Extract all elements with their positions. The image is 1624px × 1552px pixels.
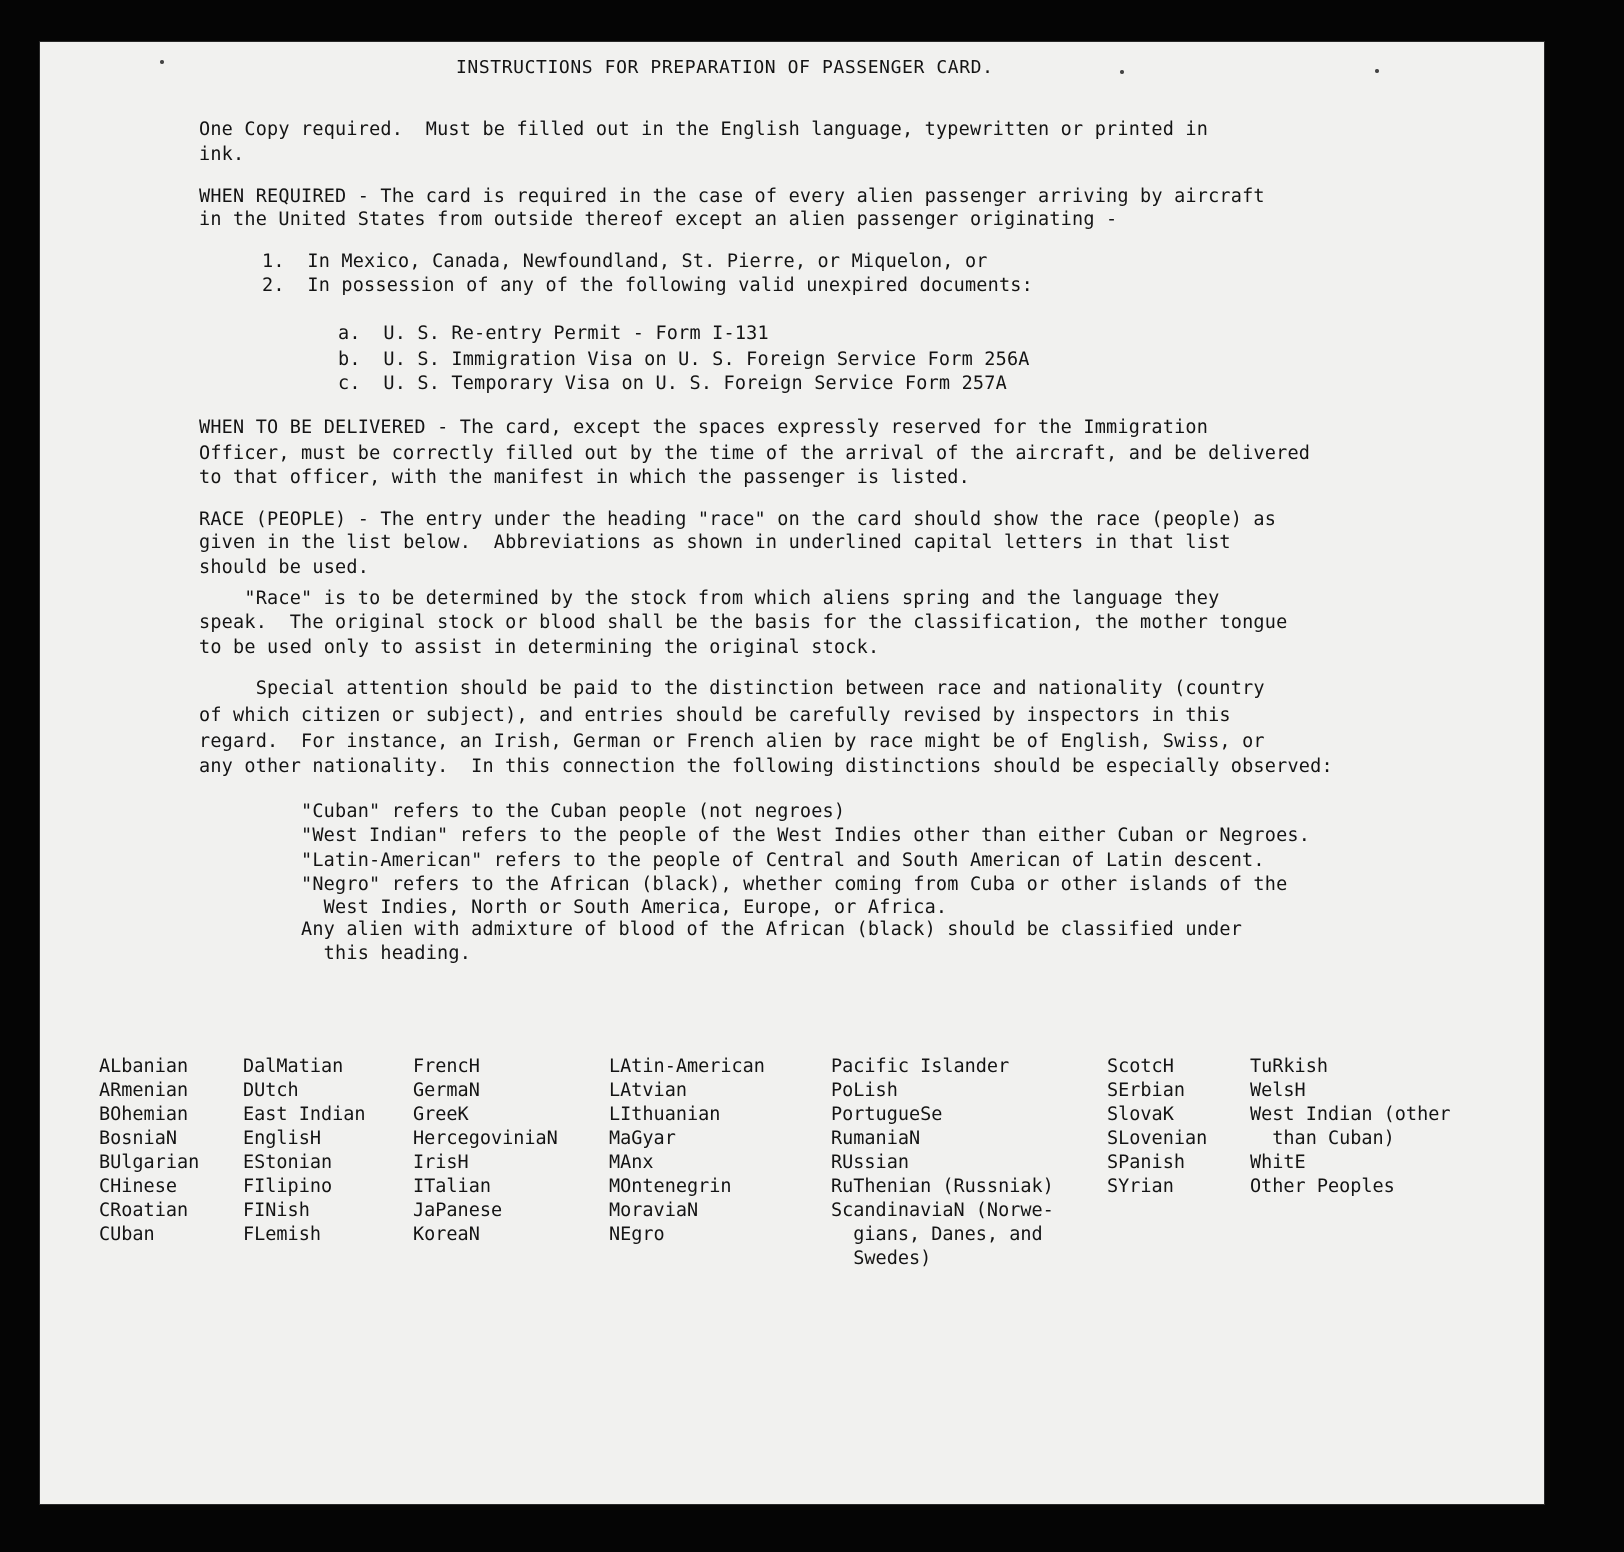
when-required-line: in the United States from outside thereof except an alien passenger originating - <box>199 209 1118 230</box>
race-entry: MaGyar <box>609 1128 676 1149</box>
race-entry: DalMatian <box>243 1056 344 1077</box>
intro-line: One Copy required. Must be filled out in the English language, typewritten or printed in <box>199 119 1209 140</box>
race-entry: GermaN <box>413 1080 480 1101</box>
race-entry: FrencH <box>413 1056 480 1077</box>
race-entry: ALbanian <box>99 1056 189 1077</box>
race-entry: TuRkish <box>1250 1056 1328 1077</box>
scan-speck <box>1375 69 1379 73</box>
race-entry: SPanish <box>1107 1152 1185 1173</box>
race-entry: ITalian <box>413 1176 491 1197</box>
race-entry: PoLish <box>831 1080 898 1101</box>
race-column-6 <box>1107 1055 1207 1199</box>
race-entry: NEgro <box>609 1224 665 1245</box>
race-entry: SYrian <box>1107 1176 1174 1197</box>
race-entry: WhitE <box>1250 1152 1306 1173</box>
when-delivered-line: WHEN TO BE DELIVERED - The card, except the spaces expressly reserved for the Immigration <box>199 417 1209 438</box>
distinction-line: this heading. <box>301 943 472 964</box>
race-people-line: should be used. <box>199 557 370 578</box>
race-entry: FIlipino <box>243 1176 333 1197</box>
when-delivered-line: Officer, must be correctly filled out by the time of the arrival of the aircraft, and be delivered <box>199 443 1311 464</box>
race-column-5 <box>831 1055 1054 1271</box>
when-delivered-line: to that officer, with the manifest in which the passenger is listed. <box>199 467 970 488</box>
race-column-7 <box>1250 1055 1450 1199</box>
race-column-1 <box>99 1055 199 1247</box>
race-entry: ARmenian <box>99 1080 189 1101</box>
race-entry: FINish <box>243 1200 310 1221</box>
race-column-2 <box>243 1055 366 1247</box>
distinction-line: "Cuban" refers to the Cuban people (not negroes) <box>301 801 846 822</box>
race-entry: FLemish <box>243 1224 321 1245</box>
special-attention-line: Special attention should be paid to the distinction between race and nationality (country <box>199 678 1265 699</box>
race-column-3 <box>413 1055 558 1247</box>
race-entry: LIthuanian <box>609 1104 721 1125</box>
race-entry: RuThenian (Russniak) <box>831 1176 1054 1197</box>
special-attention-line: of which citizen or subject), and entries should be carefully revised by inspectors in this <box>199 705 1231 726</box>
race-entry: gians, Danes, and <box>831 1224 1043 1245</box>
race-entry: East Indian <box>243 1104 366 1125</box>
race-entry: GreeK <box>413 1104 469 1125</box>
race-people-line: given in the list below. Abbreviations as shown in underlined capital letters in that list <box>199 532 1231 553</box>
race-entry: SlovaK <box>1107 1104 1174 1125</box>
race-column-4 <box>609 1055 765 1247</box>
distinction-line: "West Indian" refers to the people of the West Indies other than either Cuban or Negroes. <box>301 825 1311 846</box>
special-attention-line: any other nationality. In this connection the following distinctions should be especially observed: <box>199 756 1333 777</box>
race-entry: MoraviaN <box>609 1200 699 1221</box>
document-item: a. U. S. Re-entry Permit - Form I-131 <box>338 323 769 344</box>
race-entry: West Indian (other <box>1250 1104 1451 1125</box>
race-entry: LAtvian <box>609 1080 687 1101</box>
race-entry: WelsH <box>1250 1080 1306 1101</box>
race-entry: ScotcH <box>1107 1056 1174 1077</box>
race-entry: JaPanese <box>413 1200 503 1221</box>
race-entry: Pacific Islander <box>831 1056 1010 1077</box>
race-people-line: RACE (PEOPLE) - The entry under the heading "race" on the card should show the race (people) as <box>199 509 1277 530</box>
race-entry: EnglisH <box>243 1128 321 1149</box>
race-entry: RumaniaN <box>831 1128 921 1149</box>
scan-speck <box>160 60 164 64</box>
when-required-line: WHEN REQUIRED - The card is required in the case of every alien passenger arriving by aircraft <box>199 186 1265 207</box>
scan-speck <box>1120 70 1124 74</box>
race-determined-line: "Race" is to be determined by the stock from which aliens spring and the language they <box>199 588 1220 609</box>
race-entry: SErbian <box>1107 1080 1185 1101</box>
race-entry: CUban <box>99 1224 155 1245</box>
race-entry: ScandinaviaN (Norwe- <box>831 1200 1054 1221</box>
document-item: c. U. S. Temporary Visa on U. S. Foreign Service Form 257A <box>338 373 1007 394</box>
document-title: INSTRUCTIONS FOR PREPARATION OF PASSENGER CARD. <box>456 57 994 78</box>
race-entry: LAtin-American <box>609 1056 765 1077</box>
document-item: b. U. S. Immigration Visa on U. S. Foreign Service Form 256A <box>338 349 1030 370</box>
race-entry: BosniaN <box>99 1128 177 1149</box>
distinction-line: "Negro" refers to the African (black), whether coming from Cuba or other islands of the <box>301 874 1288 895</box>
race-entry: MAnx <box>609 1152 654 1173</box>
race-determined-line: speak. The original stock or blood shall be the basis for the classification, the mother tongue <box>199 612 1288 633</box>
document-page <box>40 42 1544 1504</box>
race-entry: MOntenegrin <box>609 1176 732 1197</box>
race-entry: BUlgarian <box>99 1152 200 1173</box>
race-entry: SLovenian <box>1107 1128 1208 1149</box>
race-entry: KoreaN <box>413 1224 480 1245</box>
race-entry: than Cuban) <box>1250 1128 1395 1149</box>
race-entry: HercegoviniaN <box>413 1128 558 1149</box>
distinction-line: Any alien with admixture of blood of the African (black) should be classified under <box>301 919 1243 940</box>
race-entry: BOhemian <box>99 1104 189 1125</box>
race-entry: Swedes) <box>831 1248 932 1269</box>
race-entry: PortugueSe <box>831 1104 943 1125</box>
race-entry: DUtch <box>243 1080 299 1101</box>
race-entry: IrisH <box>413 1152 469 1173</box>
intro-line: ink. <box>199 144 245 165</box>
race-entry: CHinese <box>99 1176 177 1197</box>
race-determined-line: to be used only to assist in determining the original stock. <box>199 637 880 658</box>
race-entry: EStonian <box>243 1152 333 1173</box>
race-entry: Other Peoples <box>1250 1176 1395 1197</box>
numbered-item: 1. In Mexico, Canada, Newfoundland, St. Pierre, or Miquelon, or <box>262 251 988 272</box>
distinction-line: "Latin-American" refers to the people of Central and South American of Latin descent. <box>301 850 1265 871</box>
distinction-line: West Indies, North or South America, Europe, or Africa. <box>301 897 948 918</box>
special-attention-line: regard. For instance, an Irish, German or French alien by race might be of English, Swiss, or <box>199 731 1265 752</box>
numbered-item: 2. In possession of any of the following valid unexpired documents: <box>262 275 1033 296</box>
race-entry: RUssian <box>831 1152 909 1173</box>
race-entry: CRoatian <box>99 1200 189 1221</box>
